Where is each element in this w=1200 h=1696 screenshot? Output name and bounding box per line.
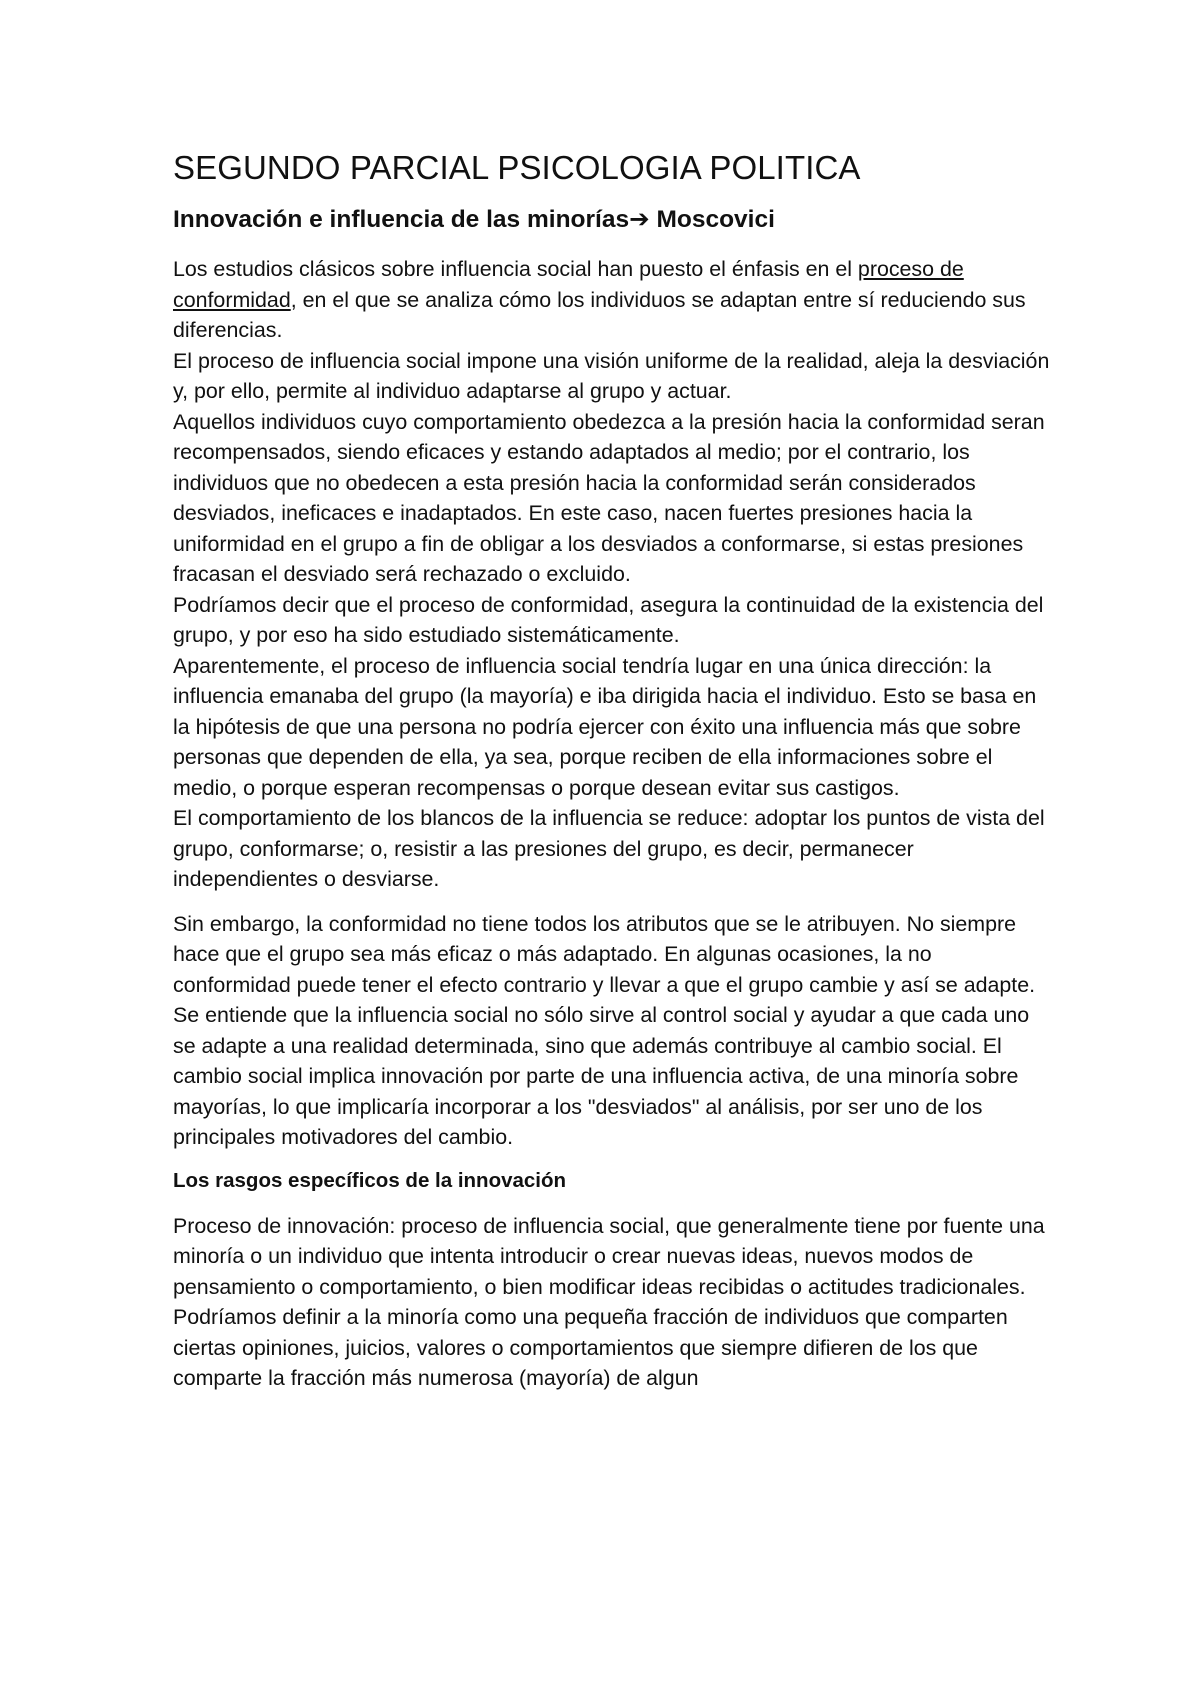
section-heading: Los rasgos específicos de la innovación [173, 1168, 567, 1192]
paragraph: Podríamos decir que el proceso de conformidad, asegura la continuidad de la existencia del grupo, y por eso ha sido estudiado sistemáticamente. [173, 592, 1044, 647]
document-title: SEGUNDO PARCIAL PSICOLOGIA POLITICA [173, 149, 861, 186]
underlined-term: proceso de conformidad [173, 257, 964, 312]
paragraph: Aparentemente, el proceso de influencia social tendría lugar en una única dirección: la influencia emanaba del grupo (la mayoría) e iba dirigida hacia el individuo. Esto se basa en la hipótesis de que una persona no podría ejercer con éxito una influencia más que sobre personas que dependen de ella, ya sea, porque reciben de ella informaciones sobre el medio, o porque esperan recompensas o porque desean evitar sus castigos. [173, 653, 1037, 800]
subtitle-text: Innovación e influencia de las minorías [173, 206, 630, 233]
paragraph: Proceso de innovación: proceso de influencia social, que generalmente tiene por fuente una minoría o un individuo que intenta introducir o crear nuevas ideas, nuevos modos de pensamiento o comportamiento, o bien modificar ideas recibidas o actitudes tradicionales. [173, 1213, 1045, 1299]
intro-paragraph [173, 254, 1053, 346]
paragraph: Sin embargo, la conformidad no tiene todos los atributos que se le atribuyen. No siempre hace que el grupo sea más eficaz o más adaptado. En algunas ocasiones, la no conformidad puede tener el efecto contrario y llevar a que el grupo cambie y así se adapte. [173, 911, 1036, 997]
intro-lead: Los estudios clásicos sobre influencia social han puesto el énfasis en el [173, 257, 858, 281]
document-subtitle [173, 198, 1053, 242]
document-page [173, 138, 1053, 1394]
paragraph: El comportamiento de los blancos de la influencia se reduce: adoptar los puntos de vista del grupo, conformarse; o, resistir a las presiones del grupo, es decir, permanecer independientes o desviarse. [173, 806, 1045, 891]
paragraph: El proceso de influencia social impone una visión uniforme de la realidad, aleja la desviación y, por ello, permite al individuo adaptarse al grupo y actuar. [173, 348, 1050, 403]
intro-rest: , en el que se analiza cómo los individuos se adaptan entre sí reduciendo sus diferencias. [173, 287, 1026, 342]
right-arrow-icon: ➔ [629, 206, 650, 233]
paragraph: Podríamos definir a la minoría como una pequeña fracción de individuos que comparten ciertas opiniones, juicios, valores o comportamientos que siempre difieren de los que comparte la fracción más numerosa (mayoría) de algun [173, 1305, 1008, 1390]
paragraph: Se entiende que la influencia social no sólo sirve al control social y ayudar a que cada uno se adapte a una realidad determinada, sino que además contribuye al cambio social. El cambio social implica innovación por parte de una influencia activa, de una minoría sobre mayorías, lo que implicaría incorporar a los "desviados" al análisis, por ser uno de los principales motivadores del cambio. [173, 1003, 1030, 1149]
subtitle-author: Moscovici [649, 206, 775, 233]
paragraph: Aquellos individuos cuyo comportamiento obedezca a la presión hacia la conformidad seran recompensados, siendo eficaces y estando adaptados al medio; por el contrario, los individuos que no obedecen a esta presión hacia la conformidad serán considerados desviados, ineficaces e inadaptados. En este caso, nacen fuertes presiones hacia la uniformidad en el grupo a fin de obligar a los desviados a conformarse, si estas presiones fracasan el desviado será rechazado o excluido. [173, 409, 1045, 586]
